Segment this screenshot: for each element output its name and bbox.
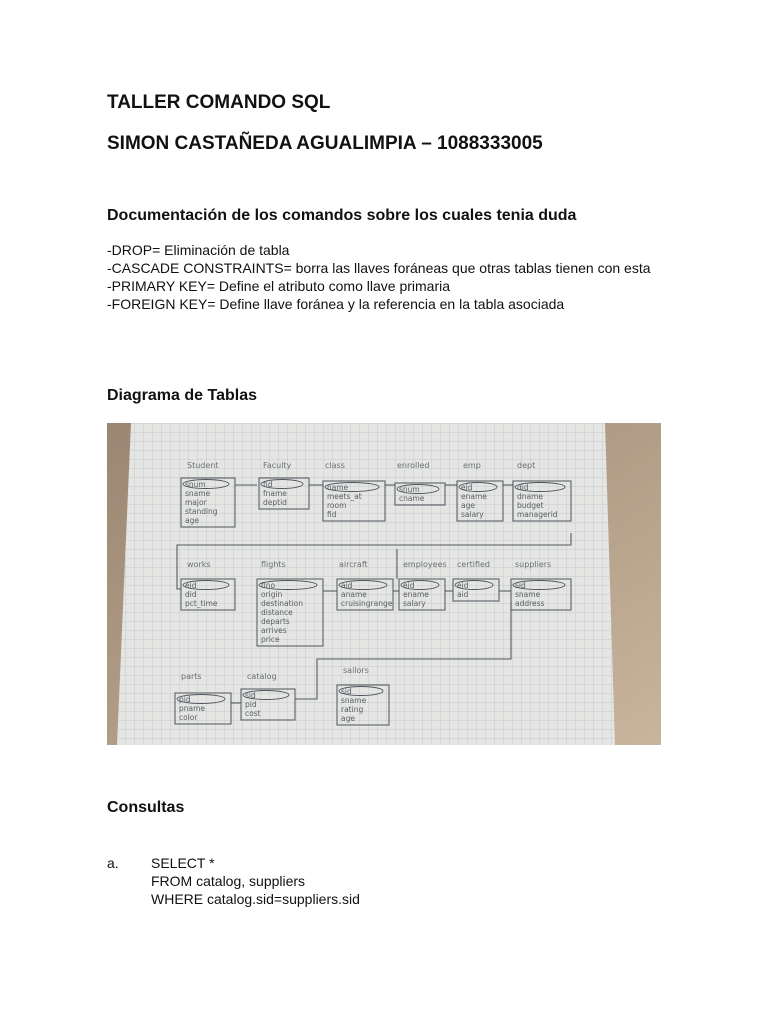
table-row-label: eid — [457, 581, 469, 590]
table-row-label: budget — [517, 501, 544, 510]
table-row-label: pname — [179, 704, 206, 713]
docs-line: -DROP= Eliminación de tabla — [107, 242, 290, 258]
table-row-label: pct_time — [185, 599, 218, 608]
table-row-label: ename — [461, 492, 487, 501]
diagram-heading: Diagrama de Tablas — [107, 387, 257, 404]
table-row-label: arrives — [261, 626, 287, 635]
table-row-label: aid — [457, 590, 469, 599]
table-row-label: room — [327, 501, 347, 510]
table-row-label: age — [185, 516, 199, 525]
author-line: SIMON CASTAÑEDA AGUALIMPIA – 1088333005 — [107, 133, 543, 154]
table-row-label: sname — [341, 696, 367, 705]
table-name-label: catalog — [247, 672, 277, 681]
table-row-label: eid — [403, 581, 415, 590]
table-row-label: aname — [341, 590, 367, 599]
table-diagram-photo — [107, 423, 661, 745]
docs-heading: Documentación de los comandos sobre los cuales tenia duda — [107, 207, 577, 224]
table-row-label: distance — [261, 608, 293, 617]
table-row-label: flno — [261, 581, 276, 590]
table-row-label: fid — [327, 510, 337, 519]
table-row-label: cname — [399, 494, 425, 503]
table-row-label: snum — [185, 480, 206, 489]
table-row-label: pid — [245, 700, 257, 709]
table-row-label: deptid — [263, 498, 287, 507]
table-row-label: meets_at — [327, 492, 362, 501]
table-row-label: fid — [263, 480, 273, 489]
table-name-label: parts — [181, 672, 202, 681]
table-name-label: aircraft — [339, 560, 368, 569]
table-row-label: departs — [261, 617, 290, 626]
table-name-label: works — [187, 560, 211, 569]
query-marker: a. — [107, 855, 119, 871]
docs-line: -PRIMARY KEY= Define el atributo como llave primaria — [107, 278, 451, 294]
table-row-label: did — [517, 483, 529, 492]
table-row-label: pid — [179, 695, 191, 704]
query-line: WHERE catalog.sid=suppliers.sid — [151, 891, 360, 907]
query-line: SELECT * — [151, 855, 215, 871]
table-row-label: sid — [515, 581, 526, 590]
table-row-label: age — [341, 714, 355, 723]
table-row-label: cruisingrange — [341, 599, 393, 608]
table-row-label: ename — [403, 590, 429, 599]
table-row-label: destination — [261, 599, 304, 608]
docs-line: -FOREIGN KEY= Define llave foránea y la referencia en la tabla asociada — [107, 296, 565, 312]
table-row-label: aid — [341, 581, 353, 590]
table-name-label: class — [325, 461, 345, 470]
table-name-label: Student — [187, 461, 219, 470]
queries-heading: Consultas — [107, 799, 185, 816]
table-row-label: major — [185, 498, 207, 507]
table-row-label: fname — [263, 489, 287, 498]
table-name-label: flights — [261, 560, 286, 569]
docs-line: -CASCADE CONSTRAINTS= borra las llaves foráneas que otras tablas tienen con esta — [107, 260, 651, 276]
table-row-label: standing — [185, 507, 218, 516]
table-row-label: rating — [341, 705, 364, 714]
table-row-label: dname — [517, 492, 544, 501]
query-line: FROM catalog, suppliers — [151, 873, 306, 889]
table-row-label: age — [461, 501, 475, 510]
table-row-label: sname — [515, 590, 541, 599]
table-name-label: employees — [403, 560, 447, 569]
table-row-label: sid — [341, 687, 352, 696]
table-name-label: suppliers — [515, 560, 552, 569]
table-row-label: cost — [245, 709, 261, 718]
table-row-label: address — [515, 599, 545, 608]
query-code — [151, 854, 360, 908]
table-row-label: snum — [399, 485, 420, 494]
table-name-label: sailors — [343, 666, 369, 675]
table-row-label: eid — [185, 581, 197, 590]
table-row-label: name — [327, 483, 349, 492]
document-title: TALLER COMANDO SQL — [107, 92, 331, 113]
table-name-label: dept — [517, 461, 536, 470]
table-row-label: managerid — [517, 510, 558, 519]
table-row-label: sid — [245, 691, 256, 700]
table-name-label: enrolled — [397, 461, 430, 470]
table-row-label: eid — [461, 483, 473, 492]
table-row-label: origin — [261, 590, 283, 599]
docs-list — [107, 241, 667, 313]
table-row-label: did — [185, 590, 197, 599]
table-row-label: salary — [461, 510, 484, 519]
table-row-label: salary — [403, 599, 426, 608]
table-row-label: price — [261, 635, 280, 644]
table-name-label: emp — [463, 461, 481, 470]
table-row-label: sname — [185, 489, 211, 498]
table-name-label: Faculty — [263, 461, 292, 470]
table-name-label: certified — [457, 560, 491, 569]
table-row-label: color — [179, 713, 198, 722]
